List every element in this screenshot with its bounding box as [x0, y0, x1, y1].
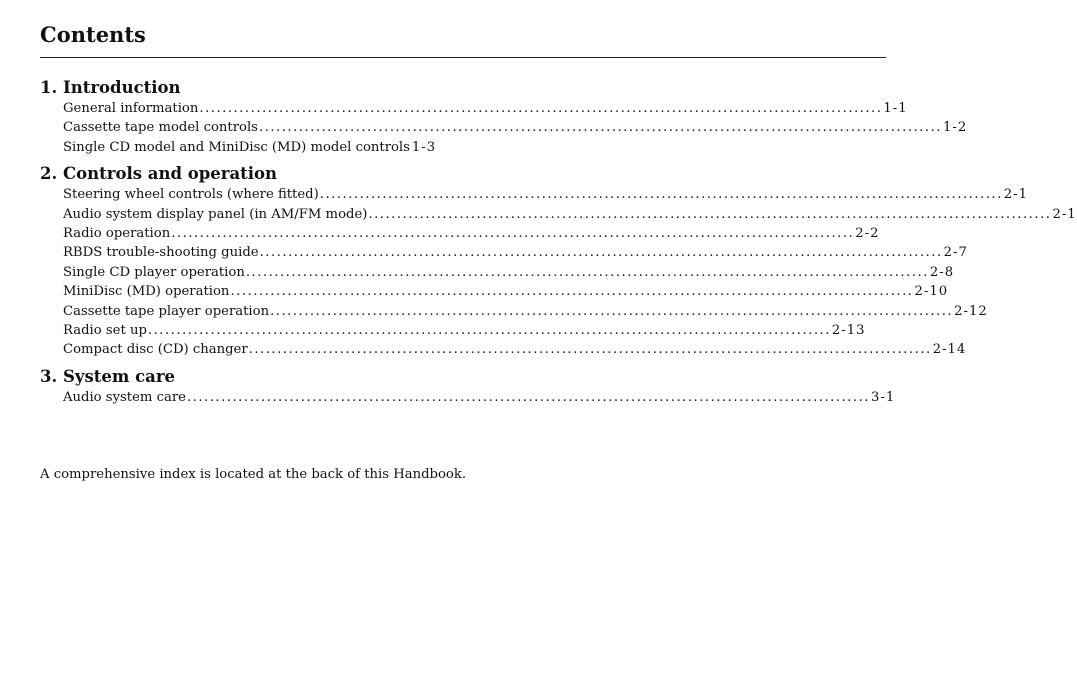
- entry-page-number: 2-7: [943, 245, 968, 261]
- entry-page-number: 2-2: [855, 225, 880, 241]
- entry-page-number: 1-1: [883, 101, 908, 116]
- page-title: Contents: [40, 22, 146, 47]
- toc-entry[interactable]: [63, 224, 880, 243]
- dot-leader: ........................................................................................................................: [248, 342, 932, 358]
- entry-page-number: 2-12: [954, 303, 988, 319]
- dot-leader: ........................................................................................................................: [171, 225, 855, 241]
- entry-title: Steering wheel controls (where fitted): [63, 187, 319, 203]
- toc-entry[interactable]: [63, 118, 968, 137]
- dot-leader: ........................................................................................................................: [199, 101, 883, 116]
- entry-page-number: 2-8: [929, 264, 955, 280]
- toc-entry[interactable]: [63, 302, 988, 321]
- section-number: 3.: [40, 366, 58, 386]
- entry-title: Radio operation: [63, 225, 171, 241]
- section-heading: [40, 163, 436, 185]
- toc-entry[interactable]: [63, 263, 955, 282]
- entry-title: Single CD model and MiniDisc (MD) model controls: [63, 139, 410, 155]
- section-title: System care: [63, 366, 176, 386]
- dot-leader: ........................................................................................................................: [245, 264, 929, 280]
- entry-title: Audio system care: [63, 389, 186, 405]
- section-entries: [40, 99, 968, 157]
- index-note: A comprehensive index is located at the back of this Handbook.: [40, 467, 467, 482]
- toc-entry[interactable]: [63, 138, 436, 157]
- section-heading: [40, 77, 436, 99]
- section-number: 1.: [40, 78, 58, 97]
- entry-page-number: 2-1: [1003, 187, 1029, 203]
- section-title: Controls and operation: [63, 164, 278, 184]
- entry-title: Cassette tape player operation: [63, 303, 270, 319]
- dot-leader: ........................................................................................................................: [258, 120, 942, 136]
- entry-page-number: 1-3: [411, 139, 437, 155]
- entry-page-number: 2-10: [914, 284, 949, 300]
- table-of-contents: [40, 77, 1077, 413]
- section-title: Introduction: [63, 78, 181, 97]
- section-heading: [40, 366, 436, 388]
- section-number: 2.: [40, 164, 58, 184]
- section-entries: [40, 185, 1077, 360]
- toc-section-system-care: [40, 366, 896, 407]
- entry-title: Audio system display panel (in AM/FM mode): [63, 206, 368, 222]
- toc-section-introduction: [40, 77, 968, 157]
- entry-title: Compact disc (CD) changer: [63, 342, 248, 358]
- entry-title: Cassette tape model controls: [63, 120, 258, 136]
- section-entries: [40, 388, 896, 407]
- dot-leader: ........................................................................................................................: [368, 206, 1052, 222]
- entry-page-number: 2-13: [831, 322, 866, 338]
- entry-title: RBDS trouble-shooting guide: [63, 245, 259, 261]
- toc-entry[interactable]: [63, 243, 968, 262]
- entry-title: MiniDisc (MD) operation: [63, 284, 230, 300]
- toc-entry[interactable]: [63, 321, 866, 340]
- toc-entry[interactable]: [63, 340, 967, 359]
- toc-entry[interactable]: [63, 99, 908, 118]
- dot-leader: ........................................................................................................................: [270, 303, 954, 319]
- entry-title: General information: [63, 101, 199, 116]
- dot-leader: ........................................................................................................................: [259, 245, 943, 261]
- toc-entry[interactable]: [63, 282, 949, 301]
- entry-page-number: 2-1: [1052, 206, 1077, 222]
- toc-entry[interactable]: [63, 205, 1077, 224]
- entry-page-number: 2-14: [932, 342, 967, 358]
- dot-leader: ........................................................................................................................: [230, 284, 914, 300]
- dot-leader: ........................................................................................................................: [319, 187, 1003, 203]
- toc-entry[interactable]: [63, 185, 1029, 204]
- dot-leader: ........................................................................................................................: [186, 389, 870, 405]
- entry-title: Radio set up: [63, 322, 147, 338]
- title-divider: [40, 57, 886, 58]
- toc-entry[interactable]: [63, 388, 896, 407]
- dot-leader: ........................................................................................................................: [147, 322, 831, 338]
- entry-page-number: 3-1: [870, 389, 896, 405]
- toc-section-controls-and-operation: [40, 163, 1077, 360]
- entry-title: Single CD player operation: [63, 264, 245, 280]
- entry-page-number: 1-2: [942, 120, 968, 136]
